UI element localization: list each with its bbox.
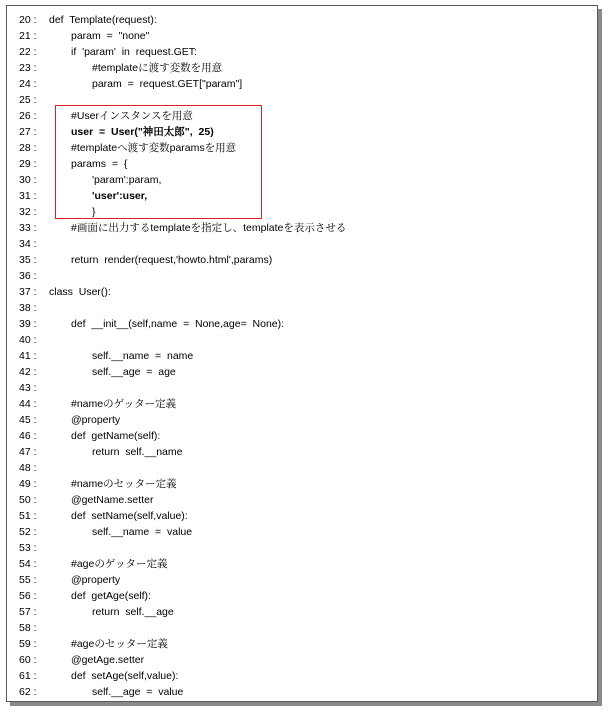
line-number: 51 : (19, 510, 37, 522)
code-text: #nameのゲッター定義 (71, 398, 177, 410)
code-text: #templateへ渡す変数paramsを用意 (71, 142, 237, 154)
code-line (19, 572, 597, 588)
code-line (19, 300, 597, 316)
code-text: self.__name = value (92, 526, 193, 538)
code-text: class User(): (49, 286, 111, 298)
code-text: 'user':user, (92, 190, 148, 202)
line-number: 22 : (19, 46, 37, 58)
code-text: 'param':param, (92, 174, 162, 186)
line-number: 62 : (19, 686, 37, 698)
code-line (19, 540, 597, 556)
line-number: 21 : (19, 30, 37, 42)
code-line (19, 76, 597, 92)
code-line (19, 188, 597, 204)
code-line (19, 412, 597, 428)
line-number: 60 : (19, 654, 37, 666)
line-number: 27 : (19, 126, 37, 138)
code-text: return render(request,'howto.html',params) (71, 254, 273, 266)
code-line (19, 492, 597, 508)
line-number: 43 : (19, 382, 37, 394)
line-number: 40 : (19, 334, 37, 346)
line-number: 32 : (19, 206, 37, 218)
line-number: 36 : (19, 270, 37, 282)
line-number: 56 : (19, 590, 37, 602)
line-number: 61 : (19, 670, 37, 682)
code-line (19, 28, 597, 44)
code-line (19, 12, 597, 28)
code-line (19, 124, 597, 140)
line-number: 38 : (19, 302, 37, 314)
code-line (19, 588, 597, 604)
code-line (19, 220, 597, 236)
line-number: 47 : (19, 446, 37, 458)
line-number: 42 : (19, 366, 37, 378)
code-text: } (92, 206, 96, 218)
code-text: def Template(request): (49, 14, 157, 26)
code-line (19, 348, 597, 364)
line-number: 35 : (19, 254, 37, 266)
code-text: #ageのゲッター定義 (71, 558, 168, 570)
code-line (19, 252, 597, 268)
line-number: 25 : (19, 94, 37, 106)
line-number: 28 : (19, 142, 37, 154)
code-text: param = request.GET["param"] (92, 78, 243, 90)
code-text: @property (71, 414, 121, 426)
code-line (19, 108, 597, 124)
code-line (19, 44, 597, 60)
code-line (19, 428, 597, 444)
code-text: #画面に出力するtemplateを指定し、templateを表示させる (71, 222, 347, 234)
code-text: #ageのセッター定義 (71, 638, 168, 650)
code-text: self.__age = age (92, 366, 176, 378)
code-line (19, 284, 597, 300)
code-line (19, 316, 597, 332)
code-line (19, 556, 597, 572)
code-text: param = "none" (71, 30, 150, 42)
line-number: 46 : (19, 430, 37, 442)
line-number: 39 : (19, 318, 37, 330)
line-number: 24 : (19, 78, 37, 90)
code-line (19, 652, 597, 668)
code-line (19, 236, 597, 252)
code-listing-frame (6, 5, 598, 702)
code-line (19, 92, 597, 108)
line-number: 26 : (19, 110, 37, 122)
code-text: if 'param' in request.GET: (71, 46, 197, 58)
code-line (19, 364, 597, 380)
line-number: 33 : (19, 222, 37, 234)
code-line (19, 508, 597, 524)
code-text: self.__age = value (92, 686, 184, 698)
code-line (19, 140, 597, 156)
line-number: 45 : (19, 414, 37, 426)
line-number: 41 : (19, 350, 37, 362)
code-line (19, 156, 597, 172)
line-number: 54 : (19, 558, 37, 570)
code-text: def getName(self): (71, 430, 161, 442)
code-text: @property (71, 574, 121, 586)
line-number: 44 : (19, 398, 37, 410)
code-line (19, 380, 597, 396)
code-line (19, 268, 597, 284)
code-text: params = { (71, 158, 128, 170)
code-line (19, 524, 597, 540)
code-text: #Userインスタンスを用意 (71, 110, 193, 122)
code-text: self.__name = name (92, 350, 194, 362)
code-text: def getAge(self): (71, 590, 151, 602)
code-line (19, 460, 597, 476)
line-number: 37 : (19, 286, 37, 298)
code-listing (19, 12, 597, 700)
line-number: 59 : (19, 638, 37, 650)
line-number: 53 : (19, 542, 37, 554)
line-number: 58 : (19, 622, 37, 634)
line-number: 55 : (19, 574, 37, 586)
code-text: def __init__(self,name = None,age= None): (71, 318, 285, 330)
line-number: 31 : (19, 190, 37, 202)
line-number: 23 : (19, 62, 37, 74)
code-text: return self.__age (92, 606, 174, 618)
code-text: @getAge.setter (71, 654, 145, 666)
line-number: 48 : (19, 462, 37, 474)
code-text: def setName(self,value): (71, 510, 188, 522)
code-text: return self.__name (92, 446, 183, 458)
line-number: 49 : (19, 478, 37, 490)
code-line (19, 396, 597, 412)
code-line (19, 668, 597, 684)
code-line (19, 204, 597, 220)
code-text: @getName.setter (71, 494, 154, 506)
code-text: def setAge(self,value): (71, 670, 179, 682)
line-number: 20 : (19, 14, 37, 26)
code-line (19, 636, 597, 652)
code-line (19, 60, 597, 76)
code-line (19, 620, 597, 636)
line-number: 30 : (19, 174, 37, 186)
code-text: user = User("神田太郎", 25) (71, 126, 214, 138)
code-text: #templateに渡す変数を用意 (92, 62, 223, 74)
line-number: 52 : (19, 526, 37, 538)
line-number: 34 : (19, 238, 37, 250)
code-line (19, 332, 597, 348)
line-number: 29 : (19, 158, 37, 170)
code-line (19, 444, 597, 460)
code-line (19, 604, 597, 620)
code-line (19, 684, 597, 700)
code-line (19, 172, 597, 188)
code-text: #nameのセッター定義 (71, 478, 177, 490)
code-line (19, 476, 597, 492)
line-number: 50 : (19, 494, 37, 506)
line-number: 57 : (19, 606, 37, 618)
